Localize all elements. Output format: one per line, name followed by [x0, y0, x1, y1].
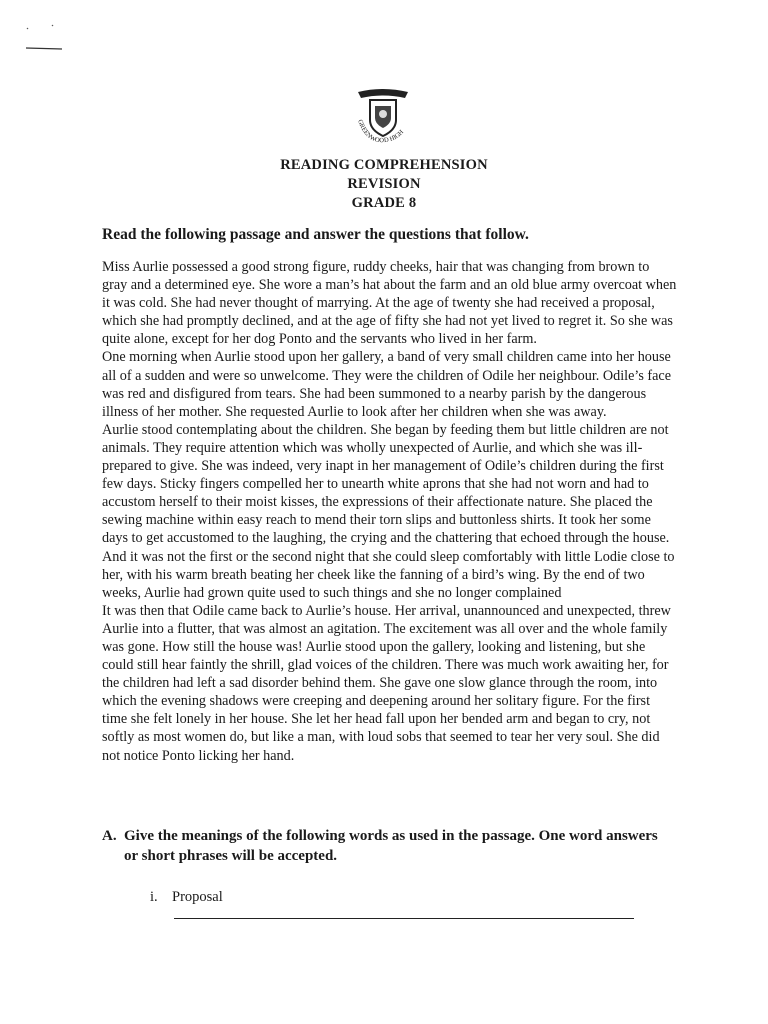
grade-label: GRADE 8 [351, 195, 417, 211]
passage-paragraph: One morning when Aurlie stood upon her gallery, a band of very small children came into her house all of a sudden and were so unwelcome. They were the children of Odile her neighbour. Odile’s face was red and disfigured from tears. She had been summoned to a nearby parish by the dangerous illness of her mother. She requested Aurlie to look after her children when she was away. [102, 349, 672, 420]
page-title: READING COMPREHENSION [280, 157, 488, 173]
question-text-line1: Give the meanings of the following words as used in the passage. One word answers [124, 828, 658, 844]
passage-paragraph: It was then that Odile came back to Aurlie’s house. Her arrival, unannounced and unexpected, threw Aurlie into a flutter, that was almost an agitation. The excitement was all over and the whole family was gone. How still the house was! Aurlie stood upon the gallery, looking and listening, but she could still hear faintly the shrill, glad voices of the children. There was much work awaiting her, for the children had left a sad disorder behind them. She gave one slow glance through the room, into which the evening shadows were creeping and deepening around her solitary figure. For the first time she felt lonely in her house. She let her head fall upon her bended arm and began to cry, not softly as most women do, but like a man, with loud sobs that seemed to tear her very soul. She did not notice Ponto licking her hand. [102, 602, 671, 764]
school-crest-icon [350, 84, 416, 146]
svg-text:GREENWOOD HIGH: GREENWOOD HIGH [356, 118, 406, 145]
instruction-text: Read the following passage and answer the questions that follow. [102, 226, 529, 243]
answer-line[interactable] [174, 918, 634, 919]
reading-passage [102, 258, 677, 765]
question-label: A. [102, 828, 117, 844]
page-subtitle: REVISION [347, 176, 421, 192]
question-a [102, 826, 702, 866]
item-number: i. [150, 889, 158, 905]
item-word: Proposal [172, 889, 223, 905]
passage-paragraph: Miss Aurlie possessed a good strong figure, ruddy cheeks, hair that was changing from brown to gray and a determined eye. She wore a man’s hat about the farm and an old blue army overcoat when it was cold. She had never thought of marrying. At the age of twenty she had received a proposal, which she had promptly declined, and at the age of fifty she had not yet lived to regret it. So she was quite alone, except for her dog Ponto and the servants who lived in her farm. [102, 259, 677, 348]
question-item [150, 889, 223, 906]
worksheet-header [0, 156, 768, 213]
question-text-line2: or short phrases will be accepted. [124, 848, 338, 864]
passage-paragraph: Aurlie stood contemplating about the children. She began by feeding them but little children are not animals. They require attention which was wholly unexpected of Aurlie, and which she was ill-prepared to give. She was indeed, very inapt in her management of Odile’s children during the first few days. Sticky fingers compelled her to unearth white aprons that she had not worn and had to accustom herself to their moist kisses, the expressions of their affectionate nature. She placed the sewing machine within easy reach to mend their torn slips and buttonless shirts. It took her some days to get accustomed to the laughing, the crying and the chattering that echoed through the house. And it was not the first or the second night that she could sleep comfortably with little Lodie close to her, with his warm breath beating her cheek like the fanning of a bird’s wing. By the end of two weeks, Aurlie had grown quite used to such things and she no longer complained [102, 421, 675, 601]
pen-mark-icon [22, 18, 66, 52]
